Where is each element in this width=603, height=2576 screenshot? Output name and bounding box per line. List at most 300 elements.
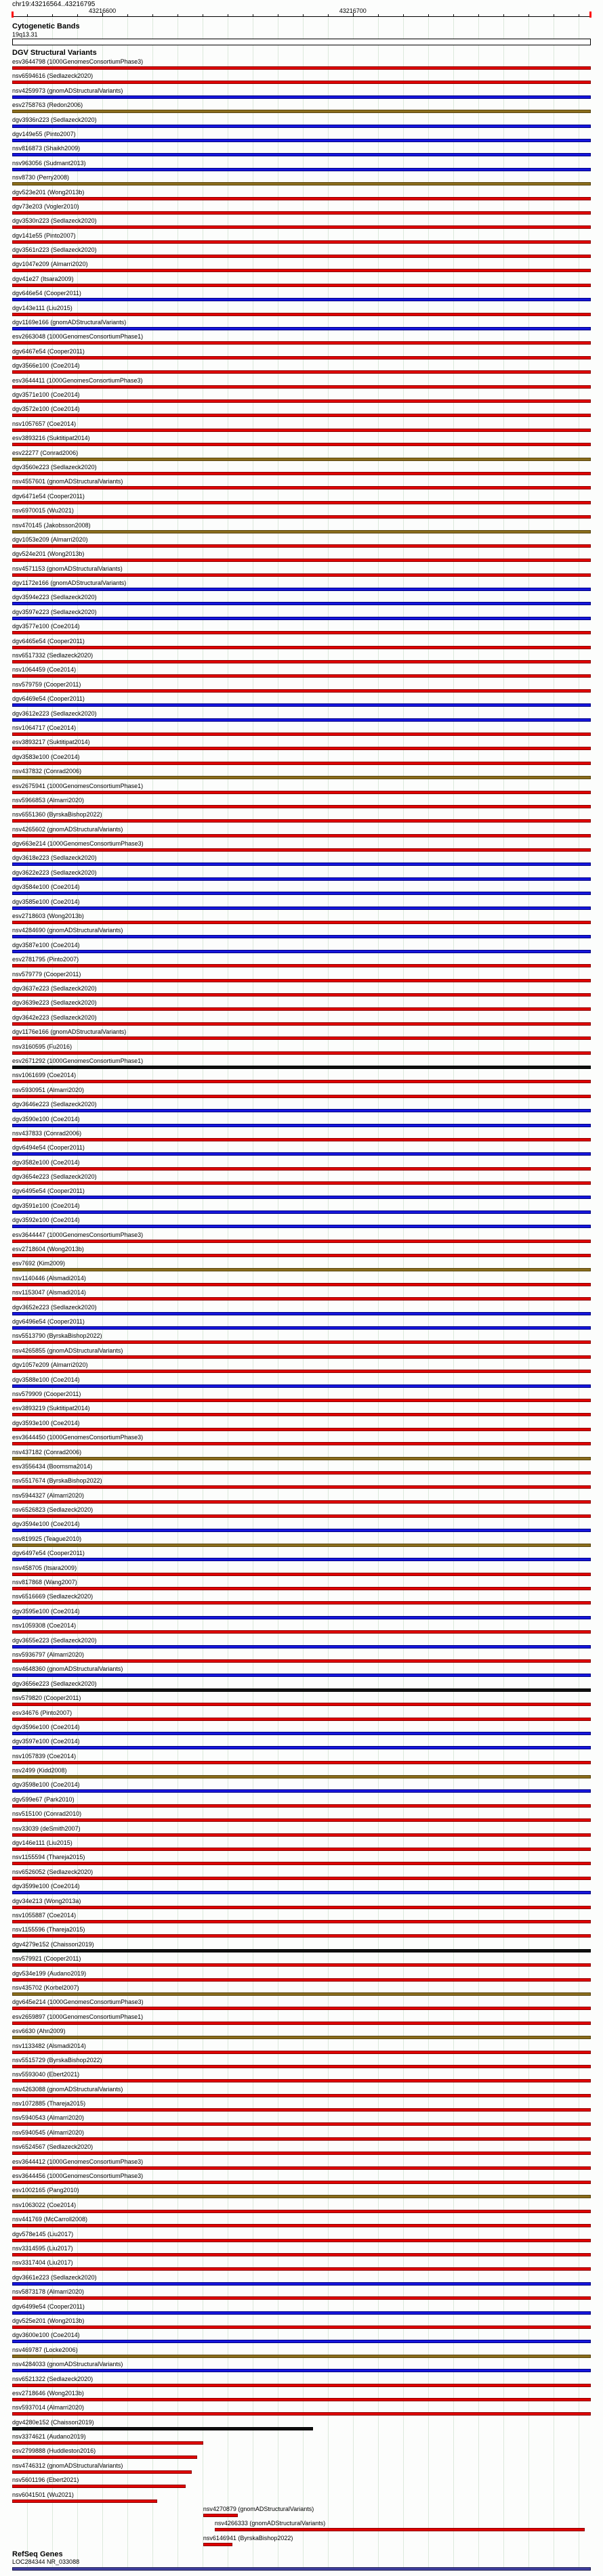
variant-bar[interactable]: [12, 1978, 591, 1982]
variant-bar[interactable]: [203, 2514, 238, 2517]
variant-bar[interactable]: [12, 950, 591, 953]
variant-bar[interactable]: [12, 1428, 591, 1431]
variant-bar[interactable]: [12, 1732, 591, 1735]
variant-bar[interactable]: [12, 2224, 591, 2227]
variant-bar[interactable]: [12, 834, 591, 837]
variant-bar[interactable]: [12, 515, 591, 519]
variant-bar[interactable]: [12, 2485, 186, 2488]
variant-bar[interactable]: [12, 573, 591, 577]
variant-row: [12, 1057, 591, 1072]
variant-label: dgv6497e54 (Cooper2011): [12, 1550, 85, 1557]
variant-row: [12, 1391, 591, 1405]
variant-row: [12, 1608, 591, 1622]
variant-bar[interactable]: [12, 1818, 591, 1822]
variant-row: [12, 638, 591, 652]
variant-label: nsv5966853 (Almarri2020): [12, 796, 85, 804]
variant-bar[interactable]: [12, 1601, 591, 1604]
variant-row: [12, 391, 591, 406]
variant-bar[interactable]: [12, 2441, 203, 2445]
variant-bar[interactable]: [12, 747, 591, 750]
variant-label: nsv5937014 (Almarri2020): [12, 2404, 85, 2411]
variant-bar[interactable]: [12, 1573, 591, 1576]
variant-label: nsv1064459 (Coe2014): [12, 666, 77, 674]
variant-bar[interactable]: [12, 1703, 591, 1706]
variant-bar[interactable]: [12, 2296, 591, 2300]
variant-label: nsv5930951 (Almarri2020): [12, 1086, 85, 1093]
variant-bar[interactable]: [12, 1124, 591, 1127]
variant-row: [12, 1405, 591, 1419]
variant-row: [12, 1246, 591, 1260]
variant-bar[interactable]: [12, 1167, 591, 1171]
variant-bar[interactable]: [12, 168, 591, 171]
variant-row: [12, 710, 591, 724]
variant-bar[interactable]: [12, 1877, 591, 1880]
variant-bar[interactable]: [12, 892, 591, 895]
variant-bar[interactable]: [12, 1268, 591, 1271]
variant-bar[interactable]: [12, 907, 591, 910]
refseq-gene-bar[interactable]: [12, 2567, 591, 2571]
variant-label: nsv435702 (Korbel2007): [12, 1984, 79, 1991]
variant-bar[interactable]: [215, 2528, 585, 2531]
variant-row: [12, 2129, 591, 2143]
variant-row: [12, 1434, 591, 1448]
variant-bar[interactable]: [12, 1949, 591, 1952]
variant-label: esv3893217 (Suktitipat2014): [12, 739, 90, 746]
variant-bar[interactable]: [12, 1529, 591, 1532]
variant-bar[interactable]: [12, 631, 591, 634]
variant-bar[interactable]: [12, 458, 591, 461]
variant-row: [12, 217, 591, 232]
variant-bar[interactable]: [12, 2022, 591, 2025]
variant-bar[interactable]: [12, 1630, 591, 1634]
variant-bar[interactable]: [12, 240, 591, 244]
variant-label: dgv646e54 (Cooper2011): [12, 290, 81, 297]
variant-bar[interactable]: [12, 1688, 591, 1692]
variant-label: esv6630 (Ahn2009): [12, 2028, 66, 2035]
variant-bar[interactable]: [12, 486, 591, 489]
variant-row: [12, 999, 591, 1013]
variant-bar[interactable]: [12, 646, 591, 649]
variant-bar[interactable]: [12, 617, 591, 620]
variant-row: [12, 783, 591, 797]
variant-row: [12, 681, 591, 695]
variant-bar[interactable]: [12, 2094, 591, 2097]
variant-bar[interactable]: [12, 2065, 591, 2068]
variant-bar[interactable]: [12, 718, 591, 722]
variant-bar[interactable]: [12, 2455, 197, 2459]
variant-label: esv3644798 (1000GenomesConsortiumPhase3): [12, 58, 144, 65]
variant-bar[interactable]: [12, 1355, 591, 1359]
variant-bar[interactable]: [12, 2122, 591, 2126]
variant-bar[interactable]: [12, 298, 591, 301]
variant-bar[interactable]: [12, 1746, 591, 1749]
variant-bar[interactable]: [12, 2137, 591, 2141]
variant-label: dgv1047e209 (Almarri2020): [12, 261, 88, 268]
variant-bar[interactable]: [12, 2398, 591, 2401]
variant-row: [12, 2187, 591, 2201]
variant-bar[interactable]: [12, 1920, 591, 1923]
variant-label: dgv6496e54 (Cooper2011): [12, 1317, 85, 1325]
variant-bar[interactable]: [12, 110, 591, 113]
variant-label: esv2675941 (1000GenomesConsortiumPhase1): [12, 782, 144, 789]
variant-label: nsv579921 (Cooper2011): [12, 1955, 81, 1963]
variant-label: esv3893216 (Suktitipat2014): [12, 435, 90, 442]
variant-bar[interactable]: [12, 1804, 591, 1808]
variant-bar[interactable]: [12, 530, 591, 533]
variant-row: [12, 493, 591, 507]
variant-bar[interactable]: [12, 1500, 591, 1504]
variant-bar[interactable]: [12, 1963, 591, 1967]
variant-bar[interactable]: [12, 1558, 591, 1561]
variant-bar[interactable]: [12, 733, 591, 736]
variant-bar[interactable]: [12, 2181, 591, 2184]
variant-row: [12, 1825, 591, 1839]
variant-bar[interactable]: [12, 1992, 591, 1996]
ruler-minor-tick: [303, 14, 304, 17]
variant-label: dgv34e213 (Wong2013a): [12, 1897, 81, 1904]
variant-bar[interactable]: [12, 1240, 591, 1243]
variant-label: nsv4571153 (gnomADStructuralVariants): [12, 565, 123, 572]
variant-bar[interactable]: [12, 848, 591, 852]
variant-row: [12, 2376, 591, 2390]
variant-label: dgv3587e100 (Coe2014): [12, 941, 80, 948]
variant-bar[interactable]: [12, 1674, 591, 1677]
variant-label: nsv816873 (Shaikh2009): [12, 145, 81, 152]
variant-label: nsv1133482 (Alsmadi2014): [12, 2042, 86, 2049]
variant-bar[interactable]: [12, 1283, 591, 1286]
variant-bar[interactable]: [12, 2152, 591, 2155]
variant-row: [12, 739, 591, 753]
variant-bar[interactable]: [12, 1775, 591, 1778]
variant-bar[interactable]: [12, 269, 591, 272]
variant-bar[interactable]: [12, 2326, 591, 2329]
variant-bar[interactable]: [12, 1906, 591, 1909]
variant-label: nsv33039 (deSmith2007): [12, 1825, 81, 1832]
dgv-track-title: DGV Structural Variants: [12, 49, 97, 57]
variant-row: [12, 290, 591, 304]
variant-row: [12, 2476, 591, 2491]
variant-label: dgv3595e100 (Coe2014): [12, 1607, 80, 1615]
variant-bar[interactable]: [12, 660, 591, 663]
variant-label: nsv5940543 (Almarri2020): [12, 2114, 85, 2122]
variant-bar[interactable]: [12, 689, 591, 693]
variant-bar[interactable]: [12, 429, 591, 432]
variant-bar[interactable]: [12, 1471, 591, 1475]
variant-bar[interactable]: [12, 674, 591, 678]
variant-bar[interactable]: [12, 791, 591, 794]
variant-bar[interactable]: [12, 385, 591, 389]
variant-bar[interactable]: [12, 1442, 591, 1445]
variant-bar[interactable]: [12, 153, 591, 156]
variant-label: esv2718646 (Wong2013b): [12, 2389, 84, 2397]
variant-label: dgv6465e54 (Cooper2011): [12, 637, 85, 645]
variant-bar[interactable]: [12, 2253, 591, 2256]
variant-bar[interactable]: [12, 1862, 591, 1865]
variant-bar[interactable]: [12, 2210, 591, 2213]
variant-bar[interactable]: [12, 964, 591, 967]
variant-bar[interactable]: [12, 602, 591, 605]
variant-bar[interactable]: [12, 703, 591, 707]
variant-bar[interactable]: [12, 935, 591, 938]
variant-label: dgv578e145 (Liu2017): [12, 2230, 74, 2237]
variant-label: nsv4648360 (gnomADStructuralVariants): [12, 1665, 123, 1673]
variant-bar[interactable]: [12, 2355, 591, 2358]
variant-row: [12, 1709, 591, 1724]
variant-bar[interactable]: [12, 284, 591, 287]
variant-bar[interactable]: [12, 762, 591, 765]
variant-bar[interactable]: [12, 2412, 591, 2416]
variant-label: dgv141e55 (Pinto2007): [12, 232, 76, 239]
variant-bar[interactable]: [12, 327, 591, 330]
variant-bar[interactable]: [12, 1934, 591, 1938]
variant-label: dgv3618e223 (Sedlazeck2020): [12, 854, 97, 862]
variant-bar[interactable]: [12, 805, 591, 808]
variant-bar[interactable]: [12, 139, 591, 142]
variant-label: dgv3652e223 (Sedlazeck2020): [12, 1303, 97, 1311]
variant-bar[interactable]: [12, 1051, 591, 1055]
variant-bar[interactable]: [12, 1152, 591, 1156]
variant-bar[interactable]: [12, 1080, 591, 1083]
variant-bar[interactable]: [12, 1370, 591, 1373]
ruler-tick-label: 43216700: [339, 7, 367, 14]
variant-bar[interactable]: [12, 1181, 591, 1185]
variant-bar[interactable]: [12, 472, 591, 475]
variant-bar[interactable]: [12, 544, 591, 548]
variant-bar[interactable]: [12, 1384, 591, 1388]
variant-row: [12, 2419, 591, 2433]
variant-row: [12, 2086, 591, 2100]
variant-bar[interactable]: [12, 341, 591, 345]
variant-bar[interactable]: [12, 1036, 591, 1040]
variant-bar[interactable]: [12, 1616, 591, 1619]
variant-bar[interactable]: [12, 877, 591, 881]
variant-bar[interactable]: [12, 1413, 591, 1416]
variant-label: esv2718604 (Wong2013b): [12, 1246, 84, 1253]
variant-row: [12, 189, 591, 203]
variant-bar[interactable]: [12, 2311, 591, 2315]
variant-row: [12, 377, 591, 391]
variant-bar[interactable]: [12, 2470, 192, 2474]
variant-bar[interactable]: [12, 1891, 591, 1894]
variant-label: dgv3661e223 (Sedlazeck2020): [12, 2273, 97, 2281]
variant-bar[interactable]: [12, 225, 591, 229]
variant-row: [12, 1130, 591, 1144]
variant-label: esv34676 (Pinto2007): [12, 1709, 72, 1716]
variant-label: nsv5601196 (Ebert2021): [12, 2476, 79, 2484]
variant-bar[interactable]: [12, 1789, 591, 1793]
variant-bar[interactable]: [12, 1312, 591, 1315]
variant-row: [12, 913, 591, 927]
variant-row: [12, 1449, 591, 1463]
variant-bar[interactable]: [12, 1514, 591, 1518]
cytoband-box[interactable]: [12, 39, 591, 45]
variant-bar[interactable]: [12, 2427, 313, 2430]
variant-bar[interactable]: [12, 1326, 591, 1330]
variant-bar[interactable]: [12, 2340, 591, 2343]
variant-label: nsv469787 (Locke2006): [12, 2346, 78, 2353]
variant-label: nsv6041501 (Wu2021): [12, 2491, 74, 2498]
variant-label: esv2671292 (1000GenomesConsortiumPhase1): [12, 1057, 144, 1064]
variant-bar[interactable]: [12, 313, 591, 316]
variant-label: esv7692 (Kim2009): [12, 1260, 66, 1267]
variant-bar[interactable]: [12, 2369, 591, 2372]
variant-label: nsv6146941 (ByrskaBishop2022): [203, 2534, 293, 2541]
variant-bar[interactable]: [12, 1399, 591, 1402]
variant-bar[interactable]: [12, 2051, 591, 2054]
variant-bar[interactable]: [12, 979, 591, 982]
variant-bar[interactable]: [12, 1645, 591, 1649]
variant-row: [12, 2361, 591, 2375]
variant-row: [12, 333, 591, 347]
variant-bar[interactable]: [12, 1761, 591, 1764]
variant-row: [12, 927, 591, 941]
variant-bar[interactable]: [12, 1066, 591, 1069]
variant-bar[interactable]: [12, 1833, 591, 1837]
variant-label: dgv6471e54 (Cooper2011): [12, 492, 85, 500]
variant-bar[interactable]: [203, 2543, 232, 2546]
variant-row: [12, 1941, 591, 1955]
variant-row: [12, 1753, 591, 1767]
variant-bar[interactable]: [12, 1210, 591, 1214]
variant-bar[interactable]: [12, 1007, 591, 1011]
variant-bar[interactable]: [12, 1544, 591, 1547]
variant-label: esv1002165 (Pang2010): [12, 2187, 79, 2194]
variant-bar[interactable]: [12, 255, 591, 258]
variant-bar[interactable]: [12, 81, 591, 84]
variant-label: dgv1053e209 (Almarri2020): [12, 536, 88, 543]
variant-bar[interactable]: [12, 66, 591, 70]
variant-label: esv2718603 (Wong2013b): [12, 913, 84, 920]
variant-label: nsv3374621 (Audano2019): [12, 2433, 86, 2441]
variant-row: [12, 840, 591, 854]
region-title: chr19:43216564..43216795: [12, 1, 96, 8]
variant-label: nsv579759 (Cooper2011): [12, 680, 81, 688]
variant-bar[interactable]: [12, 2195, 591, 2198]
variant-bar[interactable]: [12, 370, 591, 374]
variant-row: [12, 1361, 591, 1376]
variant-row: [12, 1738, 591, 1752]
variant-bar[interactable]: [12, 443, 591, 446]
variant-bar[interactable]: [12, 1297, 591, 1301]
variant-bar[interactable]: [12, 95, 591, 99]
variant-bar[interactable]: [12, 2079, 591, 2082]
variant-bar[interactable]: [12, 1109, 591, 1112]
variant-row: [12, 1173, 591, 1187]
variant-bar[interactable]: [12, 993, 591, 997]
variant-label: nsv5936797 (Almarri2020): [12, 1651, 85, 1658]
variant-bar[interactable]: [12, 776, 591, 779]
variant-bar[interactable]: [12, 1095, 591, 1098]
variant-bar[interactable]: [12, 501, 591, 504]
variant-bar[interactable]: [12, 1485, 591, 1489]
variant-bar[interactable]: [12, 2282, 591, 2286]
variant-label: dgv1169e166 (gnomADStructuralVariants): [12, 319, 127, 326]
variant-label: dgv3594e223 (Sedlazeck2020): [12, 594, 97, 601]
variant-label: nsv4284033 (gnomADStructuralVariants): [12, 2361, 123, 2368]
variant-bar[interactable]: [12, 1718, 591, 1721]
variant-label: dgv6467e54 (Cooper2011): [12, 347, 85, 355]
variant-bar[interactable]: [12, 2108, 591, 2112]
variant-label: dgv146e111 (Liu2015): [12, 1839, 72, 1847]
variant-row: [12, 2013, 591, 2028]
ruler-minor-tick: [528, 14, 529, 17]
variant-bar[interactable]: [12, 1254, 591, 1257]
variant-label: nsv1063022 (Coe2014): [12, 2201, 77, 2208]
variant-bar[interactable]: [12, 1848, 591, 1851]
variant-bar[interactable]: [12, 1138, 591, 1141]
variant-bar[interactable]: [12, 197, 591, 200]
variant-row: [12, 1622, 591, 1636]
variant-bar[interactable]: [12, 921, 591, 924]
variant-bar[interactable]: [12, 211, 591, 215]
variant-bar[interactable]: [12, 356, 591, 359]
variant-row: [12, 2043, 591, 2057]
variant-label: esv2659897 (1000GenomesConsortiumPhase1): [12, 2013, 144, 2020]
variant-bar[interactable]: [12, 182, 591, 185]
variant-bar[interactable]: [12, 2267, 591, 2271]
variant-bar[interactable]: [12, 1587, 591, 1590]
dgv-variant-rows: [12, 58, 591, 2549]
variant-label: nsv2499 (Kidd2008): [12, 1767, 67, 1774]
variant-bar[interactable]: [12, 819, 591, 823]
variant-bar[interactable]: [12, 2007, 591, 2010]
variant-label: nsv4557601 (gnomADStructuralVariants): [12, 478, 123, 485]
variant-bar[interactable]: [12, 1340, 591, 1344]
variant-label: nsv6517332 (Sedlazeck2020): [12, 652, 93, 659]
variant-bar[interactable]: [12, 588, 591, 591]
variant-label: esv3556434 (Boomsma2014): [12, 1462, 93, 1470]
variant-label: dgv3622e223 (Sedlazeck2020): [12, 869, 97, 876]
variant-bar[interactable]: [12, 2036, 591, 2039]
variant-bar[interactable]: [12, 2166, 591, 2170]
variant-bar[interactable]: [12, 1022, 591, 1026]
variant-row: [12, 2317, 591, 2332]
variant-row: [12, 826, 591, 840]
variant-label: nsv1072885 (Thareja2015): [12, 2100, 86, 2108]
variant-label: dgv143e111 (Liu2015): [12, 304, 72, 311]
variant-bar[interactable]: [12, 2499, 157, 2503]
variant-label: nsv6551360 (ByrskaBishop2022): [12, 811, 102, 818]
variant-bar[interactable]: [12, 559, 591, 562]
variant-bar[interactable]: [12, 399, 591, 403]
variant-bar[interactable]: [12, 1225, 591, 1228]
variant-label: dgv3572e100 (Coe2014): [12, 406, 80, 413]
variant-row: [12, 232, 591, 246]
variant-label: nsv6516669 (Sedlazeck2020): [12, 1593, 93, 1600]
variant-row: [12, 1680, 591, 1695]
variant-row: [12, 1665, 591, 1680]
variant-row: [12, 2231, 591, 2245]
variant-row: [12, 854, 591, 869]
variant-bar[interactable]: [12, 1196, 591, 1199]
variant-row: [12, 507, 591, 521]
variant-row: [12, 435, 591, 449]
variant-row: [12, 160, 591, 174]
variant-bar[interactable]: [12, 1659, 591, 1663]
variant-row: [12, 1144, 591, 1158]
variant-row: [12, 1420, 591, 1434]
variant-bar[interactable]: [12, 125, 591, 128]
variant-label: dgv3590e100 (Coe2014): [12, 1115, 80, 1122]
variant-row: [12, 1260, 591, 1274]
variant-bar[interactable]: [12, 863, 591, 866]
variant-bar[interactable]: [12, 2384, 591, 2387]
variant-bar[interactable]: [12, 2239, 591, 2242]
variant-bar[interactable]: [12, 1457, 591, 1460]
variant-label: nsv437832 (Conrad2006): [12, 768, 82, 775]
variant-bar[interactable]: [12, 414, 591, 417]
variant-row: [12, 1955, 591, 1969]
